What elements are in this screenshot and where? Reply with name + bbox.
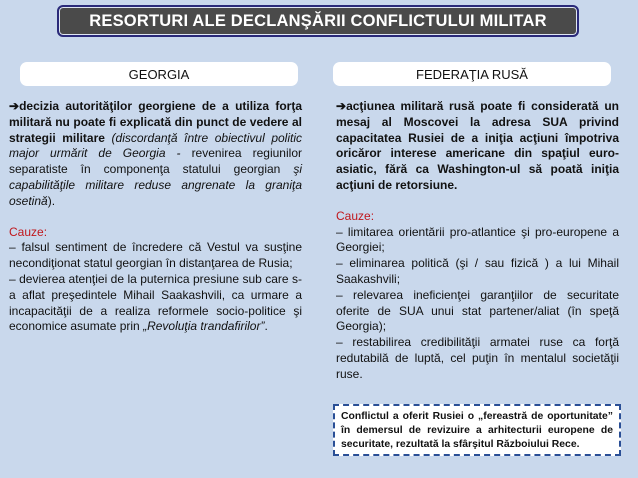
georgia-thesis-bold: decizia autorităţilor georgiene de a utiliza forţa militară nu poate fi explicată din punct de vedere al strategii militare	[9, 99, 302, 145]
georgia-thesis-italic-a: (discordanţă între obiectivul politic major urmărit de Georgia -	[9, 130, 303, 161]
column-heading-russia: FEDERAŢIA RUSĂ	[333, 62, 611, 86]
russia-cause-2: – eliminarea politică (şi / sau fizică ) a lui Mihail Saakashvili;	[336, 256, 619, 286]
russia-thesis-bold: acţiunea militară rusă poate fi considerată un mesaj al Moscovei la adresa SUA privind capacitatea Rusiei de a iniţia acţiuni împotriva oricăror interese americane din spaţiul euro-asiatic, fără ca Washington-ul să poată iniţia acţiuni de retorsiune.	[336, 99, 619, 192]
russia-cause-4: – restabilirea credibilităţii armatei ruse ca forţă redutabilă de luptă, cel puţin în mentalul societăţii ruse.	[336, 335, 619, 381]
arrow-right-icon: ➔	[336, 99, 347, 113]
page-title: RESORTURI ALE DECLANŞĂRII CONFLICTULUI MILITAR	[89, 11, 547, 30]
column-heading-georgia: GEORGIA	[20, 62, 298, 86]
georgia-cause-2	[9, 272, 302, 335]
georgia-cause-2-end: .	[264, 319, 268, 334]
russia-cause-3: – relevarea ineficienţei garanţiilor de securitate oferite de SUA unui stat partener/aliat (în speţă Georgia);	[336, 287, 619, 334]
georgia-column	[9, 99, 302, 335]
russia-column	[336, 99, 619, 383]
georgia-thesis-end: ).	[47, 193, 56, 208]
georgia-thesis-italic-b: şi capabilităţile militare reduse angrenate la graniţa osetină	[9, 162, 302, 208]
russia-causes-label: Cauze:	[336, 208, 375, 223]
title-bar	[57, 5, 579, 37]
georgia-thesis-plain: revenirea regiunilor separatiste în componenţa statului georgian	[9, 146, 302, 177]
arrow-right-icon: ➔	[9, 99, 20, 113]
conclusion-note: Conflictul a oferit Rusiei o „fereastră de oportunitate” în demersul de revizuire a arhitecturii europene de securitate, rezultată la sfârşitul Războiului Rece.	[333, 404, 621, 456]
russia-thesis	[336, 99, 619, 194]
georgia-cause-2-text: – devierea atenţiei de la puternica presiune sub care s-a aflat preşedintele Mihail Saakashvili, ca urmare a incapacităţii de a realiza reformele socio-politice şi economice asumate prin	[9, 271, 302, 334]
georgia-causes-label: Cauze:	[9, 224, 48, 239]
georgia-cause-1: – falsul sentiment de încredere că Vestul va susţine necondiţionat statul georgian în distanţarea de Rusia;	[9, 240, 302, 271]
russia-cause-1: – limitarea orientării pro-atlantice şi pro-europene a Georgiei;	[336, 224, 619, 255]
georgia-thesis	[9, 99, 302, 210]
georgia-cause-2-italic: „Revoluţia trandafirilor”	[143, 319, 265, 334]
